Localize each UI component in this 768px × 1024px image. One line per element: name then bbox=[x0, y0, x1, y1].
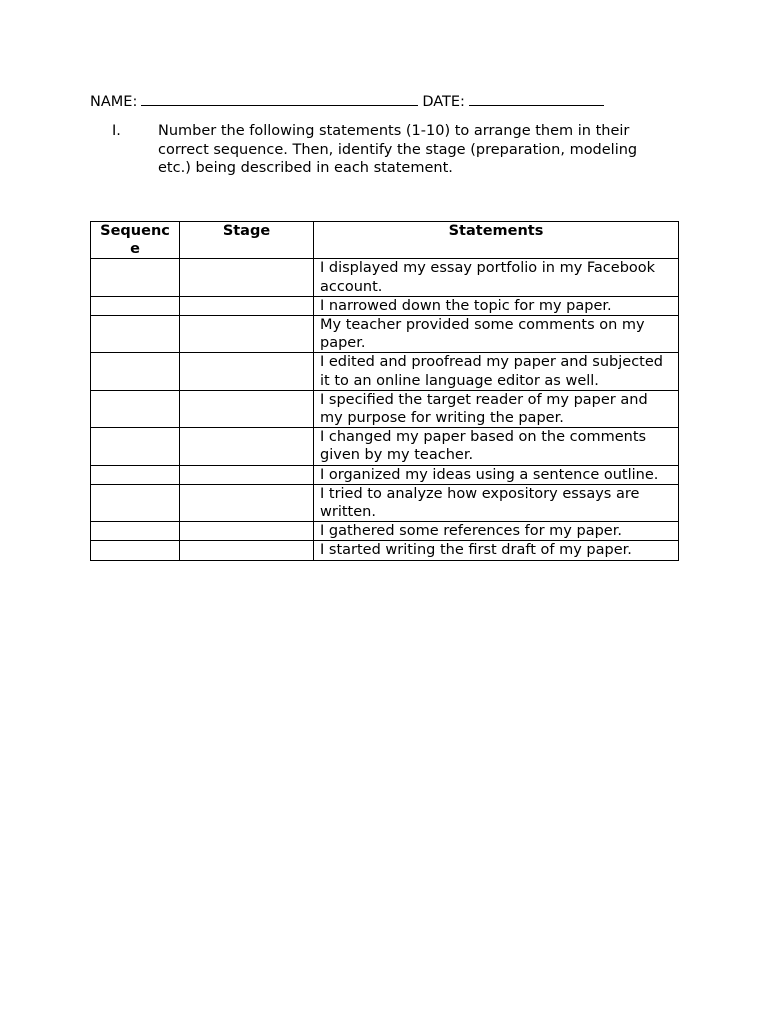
name-label: NAME: bbox=[90, 94, 138, 110]
statement-cell: My teacher provided some comments on my paper. bbox=[314, 316, 679, 353]
table-row bbox=[91, 259, 679, 296]
header-line bbox=[90, 92, 604, 112]
name-blank-field[interactable] bbox=[141, 92, 418, 106]
table-row bbox=[91, 465, 679, 484]
table-row bbox=[91, 522, 679, 541]
sequence-cell[interactable] bbox=[91, 316, 180, 353]
sequence-cell[interactable] bbox=[91, 259, 180, 296]
table-row bbox=[91, 484, 679, 521]
statement-cell: I edited and proofread my paper and subjected it to an online language editor as well. bbox=[314, 353, 679, 390]
sequence-cell[interactable] bbox=[91, 541, 180, 560]
table-row bbox=[91, 296, 679, 315]
stage-cell[interactable] bbox=[180, 353, 314, 390]
sequence-cell[interactable] bbox=[91, 484, 180, 521]
date-label: DATE: bbox=[422, 94, 465, 110]
sequence-table bbox=[90, 221, 679, 561]
statement-cell: I gathered some references for my paper. bbox=[314, 522, 679, 541]
stage-cell[interactable] bbox=[180, 522, 314, 541]
table-row bbox=[91, 390, 679, 427]
statement-cell: I displayed my essay portfolio in my Facebook account. bbox=[314, 259, 679, 296]
date-blank-field[interactable] bbox=[469, 92, 604, 106]
sequence-cell[interactable] bbox=[91, 296, 180, 315]
table-row bbox=[91, 541, 679, 560]
table-row bbox=[91, 353, 679, 390]
statement-cell: I changed my paper based on the comments given by my teacher. bbox=[314, 428, 679, 465]
table-row bbox=[91, 428, 679, 465]
sequence-cell[interactable] bbox=[91, 428, 180, 465]
statement-cell: I specified the target reader of my paper and my purpose for writing the paper. bbox=[314, 390, 679, 427]
statement-cell: I tried to analyze how expository essays are written. bbox=[314, 484, 679, 521]
column-header-sequence: Sequence bbox=[91, 222, 180, 259]
sequence-cell[interactable] bbox=[91, 522, 180, 541]
stage-cell[interactable] bbox=[180, 465, 314, 484]
statement-cell: I narrowed down the topic for my paper. bbox=[314, 296, 679, 315]
sequence-cell[interactable] bbox=[91, 390, 180, 427]
stage-cell[interactable] bbox=[180, 484, 314, 521]
table-header-row bbox=[91, 222, 679, 259]
stage-cell[interactable] bbox=[180, 316, 314, 353]
stage-cell[interactable] bbox=[180, 296, 314, 315]
stage-cell[interactable] bbox=[180, 259, 314, 296]
statement-cell: I organized my ideas using a sentence outline. bbox=[314, 465, 679, 484]
stage-cell[interactable] bbox=[180, 390, 314, 427]
instruction-text: Number the following statements (1-10) to arrange them in their correct sequence. Then, identify the stage (preparation, modeling etc.) being described in each statement. bbox=[158, 123, 638, 176]
sequence-cell[interactable] bbox=[91, 353, 180, 390]
stage-cell[interactable] bbox=[180, 428, 314, 465]
stage-cell[interactable] bbox=[180, 541, 314, 560]
statement-cell: I started writing the first draft of my paper. bbox=[314, 541, 679, 560]
table-row bbox=[91, 316, 679, 353]
instruction-number: I. bbox=[112, 123, 121, 139]
column-header-statements: Statements bbox=[314, 222, 679, 259]
sequence-cell[interactable] bbox=[91, 465, 180, 484]
column-header-stage: Stage bbox=[180, 222, 314, 259]
